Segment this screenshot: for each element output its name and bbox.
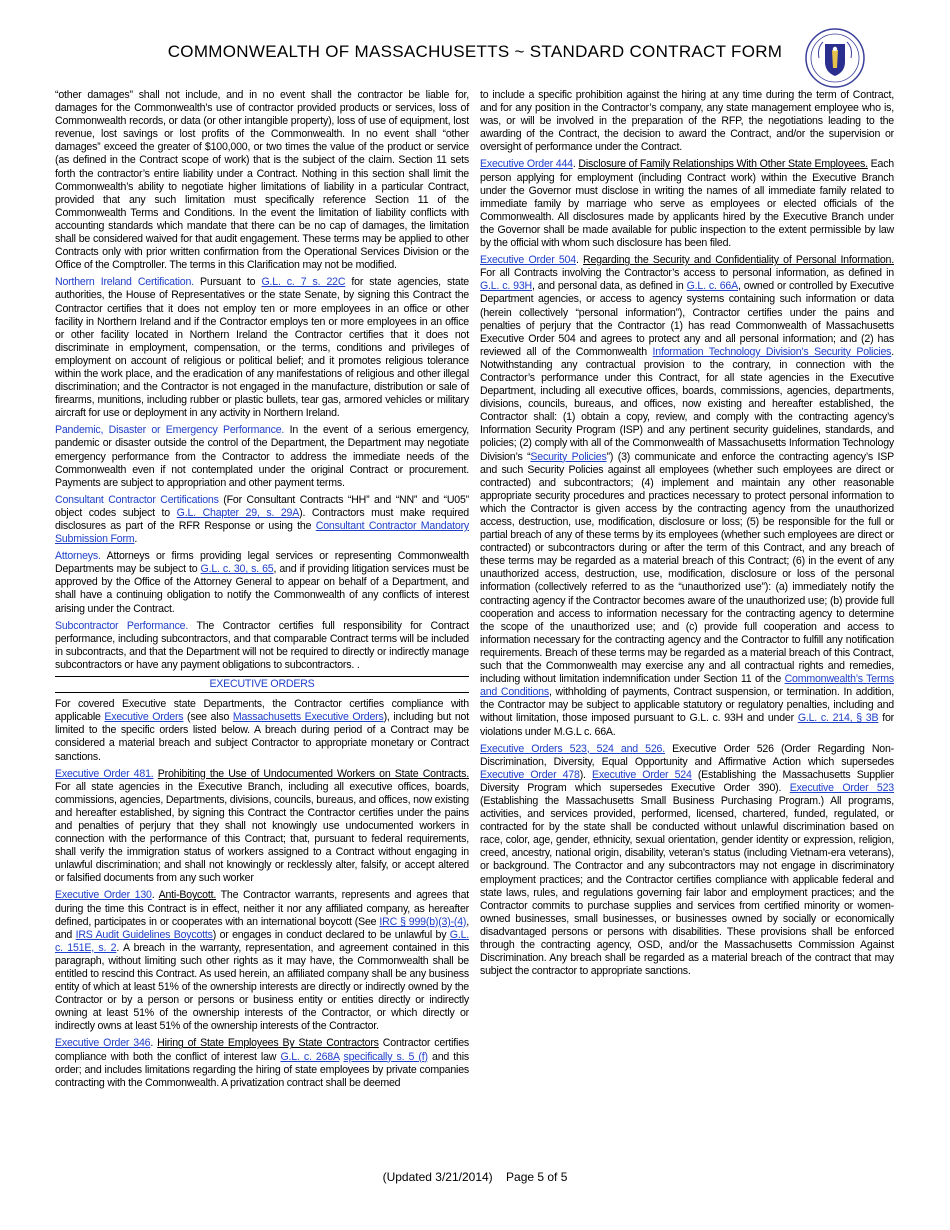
eo444-title: Disclosure of Family Relationships With Other State Employees. bbox=[578, 158, 868, 171]
page-footer bbox=[0, 1170, 950, 1184]
right-column bbox=[480, 89, 894, 982]
eo346-paragraph: Executive Order 346. Hiring of State Employees By State Contractors Contractor certifies compliance with both the conflict of interest law G.L. c. 268A specifically s. 5 (f) and this order; and includes limitations regarding the hiring of state employees by private companies contracting with the Commonwealth. A privatization contract shall be deemed bbox=[55, 1037, 469, 1089]
northern-ireland-paragraph: Northern Ireland Certification. Pursuant to G.L. c. 7 s. 22C for state agencies, state authorities, the House of Representatives or the state Senate, by signing this Contract the Contractor certifies that it does not employ ten or more employees in an office or other facility in Northern Ireland and if the Contractor employs ten or more employees in an office or other facility located in Northern Ireland the Contractor certifies that it does not discriminate in employment, compensation, or the terms, conditions and privileges of employment on account of religious or political belief; and it promotes religious tolerance within the work place, and the eradication of any manifestations of religious and other illegal discrimination; and the Contractor is not engaged in the manufacture, distribution or sale of firearms, munitions, including rubber or plastic bullets, tear gas, armored vehicles or military aircraft for use or deployment in any activity in Northern Ireland. bbox=[55, 276, 469, 420]
eo504-link[interactable]: Executive Order 504 bbox=[480, 254, 576, 267]
eo504-paragraph: Executive Order 504. Regarding the Security and Confidentiality of Personal Information. For all Contracts involving the Contractor’s access to personal information, as defined in G.L. c. 93H, and personal data, as defined in G.L. c. 66A, owned or controlled by Executive Department agencies, or access to agency systems containing such information or data (herein collectively “personal information”), Contractor certifies under the pains and penalties of perjury that the Contractor (1) has read Commonwealth of Massachusetts Executive Order 504 and agrees to protect any and all personal information; and (2) has reviewed all of the Commonwealth Information Technology Division’s Security Policies. Notwithstanding any contractual provision to the contrary, in connection with the Contractor’s performance under this Contract, for all state agencies in the Executive Department, including all executive offices, boards, commissions, agencies, departments, divisions, councils, bureaus, and offices, now existing and hereafter established, the Contractor shall: (1) obtain a copy, review, and comply with the contracting agency’s Information Security Program (ISP) and any pertinent security guidelines, standards, and policies; (2) comply with all of the Commonwealth of Massachusetts Information Technology Division’s “Security Policies”) (3) communicate and enforce the contracting agency’s ISP and such Security Policies against all employees (whether such employees are direct or contracted) and subcontractors; (4) implement and maintain any other reasonable appropriate security procedures and practices necessary to protect personal information to which the Contractor is given access by the contracting agency from the unauthorized access, destruction, use, modification, disclosure or loss; (5) be responsible for the full or partial breach of any of these terms by its employees (whether such employees are direct or contracted) or subcontractors during or after the term of this Contract, and any breach of these terms may be regarded as a material breach of this Contract; (6) in the event of any unauthorized access, destruction, use, modification, disclosure or loss of the personal information (collectively referred to as the “unauthorized use”): (a) immediately notify the contracting agency if the Contractor becomes aware of the unauthorized use; (b) provide full cooperation and access to information necessary for the contracting agency to determine the scope of the unauthorized use; and (c) provide full cooperation and access to information necessary for the contracting agency and the Contractor to fulfill any notification requirements. Breach of these terms may be regarded as a material breach of this Contract, such that the Commonwealth may exercise any and all contractual rights and remedies, including without limitation indemnification under Section 11 of the Commonwealth’s Terms and Conditions, withholding of payments, Contract suspension, or termination. In addition, the Contractor may be subject to applicable statutory or regulatory penalties, including and without limitation, those imposed pursuant to G.L. c. 93H and under G.L. c. 214, § 3B for violations under M.G.L c. 66A. bbox=[480, 254, 894, 738]
security-policies-link[interactable]: Security Policies bbox=[530, 450, 607, 463]
attorneys-paragraph: Attorneys. Attorneys or firms providing legal services or representing Commonwealth Departments may be subject to G.L. c. 30, s. 65, and if providing litigation services must be approved by the Office of the Attorney General to appear on behalf of a Department, and shall have a continuing obligation to notify the Commonwealth of any conflicts of interest arising under the Contract. bbox=[55, 550, 469, 615]
itd-security-policies-link[interactable]: Information Technology Division’s Security Policies bbox=[652, 345, 892, 358]
eo346-link[interactable]: Executive Order 346 bbox=[55, 1037, 151, 1050]
gl-c268a-link[interactable]: G.L. c. 268A bbox=[280, 1050, 340, 1063]
eo504-title: Regarding the Security and Confidentiality of Personal Information. bbox=[583, 254, 894, 267]
eo130-link[interactable]: Executive Order 130 bbox=[55, 889, 152, 902]
executive-orders-heading: EXECUTIVE ORDERS bbox=[55, 676, 469, 693]
irs-guidelines-link[interactable]: IRS Audit Guidelines Boycotts bbox=[75, 928, 213, 941]
pandemic-paragraph: Pandemic, Disaster or Emergency Performance. In the event of a serious emergency, pandemic or disaster outside the control of the Department, the Department may negotiate emergency performance from the Contractor to address the immediate needs of the Commonwealth even if not contemplated under the original Contract or procurement. Payments are subject to appropriation and other payment terms. bbox=[55, 424, 470, 489]
specifically-s5f-link[interactable]: specifically s. 5 (f) bbox=[343, 1050, 428, 1063]
gl-c151e-link[interactable]: G.L. c. 151E, s. 2 bbox=[55, 928, 470, 954]
consultant-heading: Consultant Contractor Certifications bbox=[55, 493, 219, 506]
attorneys-heading: Attorneys. bbox=[55, 550, 101, 563]
left-column bbox=[55, 89, 469, 1094]
consultant-paragraph: Consultant Contractor Certifications (For Consultant Contracts “HH” and “NN” and “U05” object codes subject to G.L. Chapter 29, s. 29A). Contractors must make required disclosures as part of the RFR Response or using the Consultant Contractor Mandatory Submission Form. bbox=[55, 493, 470, 546]
updated-date: (Updated 3/21/2014) bbox=[382, 1170, 493, 1184]
terms-and-conditions-link[interactable]: Commonwealth’s Terms and Conditions bbox=[480, 673, 894, 699]
consultant-form-link[interactable]: Consultant Contractor Mandatory Submission Form bbox=[55, 520, 470, 546]
eo481-title: Prohibiting the Use of Undocumented Workers on State Contracts. bbox=[157, 767, 470, 780]
irc-999-link[interactable]: IRC § 999(b)(3)-(4) bbox=[379, 915, 467, 928]
subcontractor-heading: Subcontractor Performance. bbox=[55, 619, 189, 632]
executive-orders-intro: For covered Executive state Departments, the Contractor certifies compliance with applicable Executive Orders (see also Massachusetts Executive Orders), including but not limited to the specific orders listed below. A breach during period of a Contract may be considered a material breach and subject Contractor to appropriate monetary or Contract sanctions. bbox=[55, 698, 469, 763]
eo444-paragraph: Executive Order 444. Disclosure of Family Relationships With Other State Employees. Each person applying for employment (including Contract work) within the Executive Branch under the Governor must disclose in writing the names of all immediate family related to immediate family by marriage who serve as employees or elected officials of the Commonwealth. All disclosures made by applicants hired by the Executive Branch under the Governor shall be made available for public inspection to the extent permissible by law by the official with whom such disclosure has been filed. bbox=[480, 158, 894, 250]
privatization-paragraph: to include a specific prohibition against the hiring at any time during the term of Contract, and for any position in the Contractor’s company, any state management employee who is, was, or will be involved in the preparation of the RFP, the negotiations leading to the awarding of the Contract, the decision to award the Contract, and/or the supervision or oversight of performance under the Contract. bbox=[480, 89, 894, 154]
eo130-paragraph: Executive Order 130. Anti-Boycott. The Contractor warrants, represents and agrees that during the time this Contract is in effect, neither it nor any affiliated company, as hereafter defined, participates in or cooperates with an international boycott (See IRC § 999(b)(3)-(4), and IRS Audit Guidelines Boycotts) or engages in conduct declared to be unlawful by G.L. c. 151E, s. 2. A breach in the warranty, representation, and agreement contained in this paragraph, without limiting such other rights as it may have, the Commonwealth shall be entitled to rescind this Contract. As used herein, an affiliated company shall be any business entity of which at least 51% of the ownership interests are directly or indirectly owned by the Contractor or by a person or persons or business entity or entities directly or indirectly owning at least 51% of the ownership interests of the Contractor, or which directly or indirectly owns at least 51% of the ownership interests of the Contractor. bbox=[55, 889, 470, 1033]
eo481-link[interactable]: Executive Order 481. bbox=[55, 767, 154, 780]
gl-c214-link[interactable]: G.L. c. 214, § 3B bbox=[797, 712, 879, 725]
eo523-524-526-link[interactable]: Executive Orders 523, 524 and 526. bbox=[480, 742, 665, 755]
page-number: Page 5 of 5 bbox=[506, 1170, 568, 1184]
page-title: COMMONWEALTH OF MASSACHUSETTS ~ STANDARD CONTRACT FORM bbox=[167, 42, 783, 61]
executive-orders-link[interactable]: Executive Orders bbox=[104, 711, 184, 724]
liability-paragraph: “other damages” shall not include, and in no event shall the contractor be liable for, damages for the Commonwealth’s use of contractor provided products or services, loss of Commonwealth records, or data (or other intangible property), loss of use of equipment, lost revenue, lost savings or lost profits of the Commonwealth. In no event shall “other damages” exceed the greater of $100,000, or two times the value of the product or service (as defined in the Contract scope of work) that is the subject of the claim. Section 11 sets forth the contractor’s entire liability under a Contract. Nothing in this section shall limit the Commonwealth’s ability to negotiate higher limitations of liability in a particular Contract, provided that any such limitation must specifically reference Section 11 of the Commonwealth Terms and Conditions. In the event the limitation of liability conflicts with accounting standards which mandate that there can be no cap of damages, the limitation shall be considered waived for that audit engagement. These terms may be applied to other Contracts only with prior written confirmation from the Operational Services Division or the Office of the Comptroller. The terms in this Clarification may not be modified. bbox=[55, 89, 469, 272]
eo444-link[interactable]: Executive Order 444 bbox=[480, 158, 573, 171]
eo346-title: Hiring of State Employees By State Contractors bbox=[157, 1037, 379, 1050]
pandemic-heading: Pandemic, Disaster or Emergency Performance. bbox=[55, 424, 285, 437]
eo523-link[interactable]: Executive Order 523 bbox=[789, 781, 894, 794]
subcontractor-paragraph: Subcontractor Performance. The Contractor certifies full responsibility for Contract performance, including subcontractors, and that comparable Contract terms will be included in subcontracts, and that the Department will not be required to directly or indirectly manage subcontractors or have any payment obligations to subcontractors. . bbox=[55, 619, 469, 671]
eo481-paragraph: Executive Order 481. Prohibiting the Use of Undocumented Workers on State Contracts. For all state agencies in the Executive Branch, including all executive offices, boards, commissions, agencies, Departments, divisions, councils, bureaus, and offices, now existing and hereafter established, by signing this Contract the Contractor certifies under the pains and penalties of perjury that they shall not knowingly use undocumented workers in connection with the performance of this Contract; that, pursuant to federal requirements, shall verify the immigration status of workers assigned to a Contract without engaging in unlawful discrimination; and shall not knowingly or recklessly alter, falsify, or accept altered or falsified documents from any such worker bbox=[55, 767, 470, 885]
northern-ireland-heading: Northern Ireland Certification. bbox=[55, 276, 194, 289]
massachusetts-seal-icon bbox=[805, 28, 865, 88]
massachusetts-executive-orders-link[interactable]: Massachusetts Executive Orders bbox=[232, 711, 384, 724]
gl-c93h-link[interactable]: G.L. c. 93H bbox=[480, 280, 532, 293]
gl-chapter29-link[interactable]: G.L. Chapter 29, s. 29A bbox=[176, 506, 300, 519]
gl-c30-s65-link[interactable]: G.L. c. 30, s. 65 bbox=[200, 563, 274, 576]
eo478-link[interactable]: Executive Order 478 bbox=[480, 768, 580, 781]
eo523-paragraph: Executive Orders 523, 524 and 526. Executive Order 526 (Order Regarding Non-Discrimination, Diversity, Equal Opportunity and Affirmative Action which supersedes Executive Order 478). Executive Order 524 (Establishing the Massachusetts Supplier Diversity Program which supersedes Executive Order 390). Executive Order 523 (Establishing the Massachusetts Small Business Purchasing Program.) All programs, activities, and services provided, performed, licensed, chartered, funded, regulated, or contracted for by the state shall be conducted without unlawful discrimination based on race, color, age, gender, ethnicity, sexual orientation, gender identity or expression, religion, creed, ancestry, national origin, disability, veteran’s status (including Vietnam-era veterans), or background. The Contractor and any subcontractors may not engage in discriminatory employment practices; and the Contractor certifies compliance with applicable federal and state laws, rules, and regulations governing fair labor and employment practices; and the Contractor commits to purchase supplies and services from certified minority or women-owned businesses, small businesses, or businesses owned by socially or economically disadvantaged persons or persons with disabilities. These provisions shall be enforced through the contracting agency, OSD, and/or the Massachusetts Commission Against Discrimination. Any breach shall be regarded as a material breach of the contract that may subject the contractor to appropriate sanctions. bbox=[480, 742, 894, 978]
gl-c7-s22c-link[interactable]: G.L. c. 7 s. 22C bbox=[261, 276, 346, 289]
eo524-link[interactable]: Executive Order 524 bbox=[591, 768, 692, 781]
gl-c66a-link[interactable]: G.L. c. 66A bbox=[686, 280, 738, 293]
eo130-title: Anti-Boycott. bbox=[158, 889, 217, 902]
